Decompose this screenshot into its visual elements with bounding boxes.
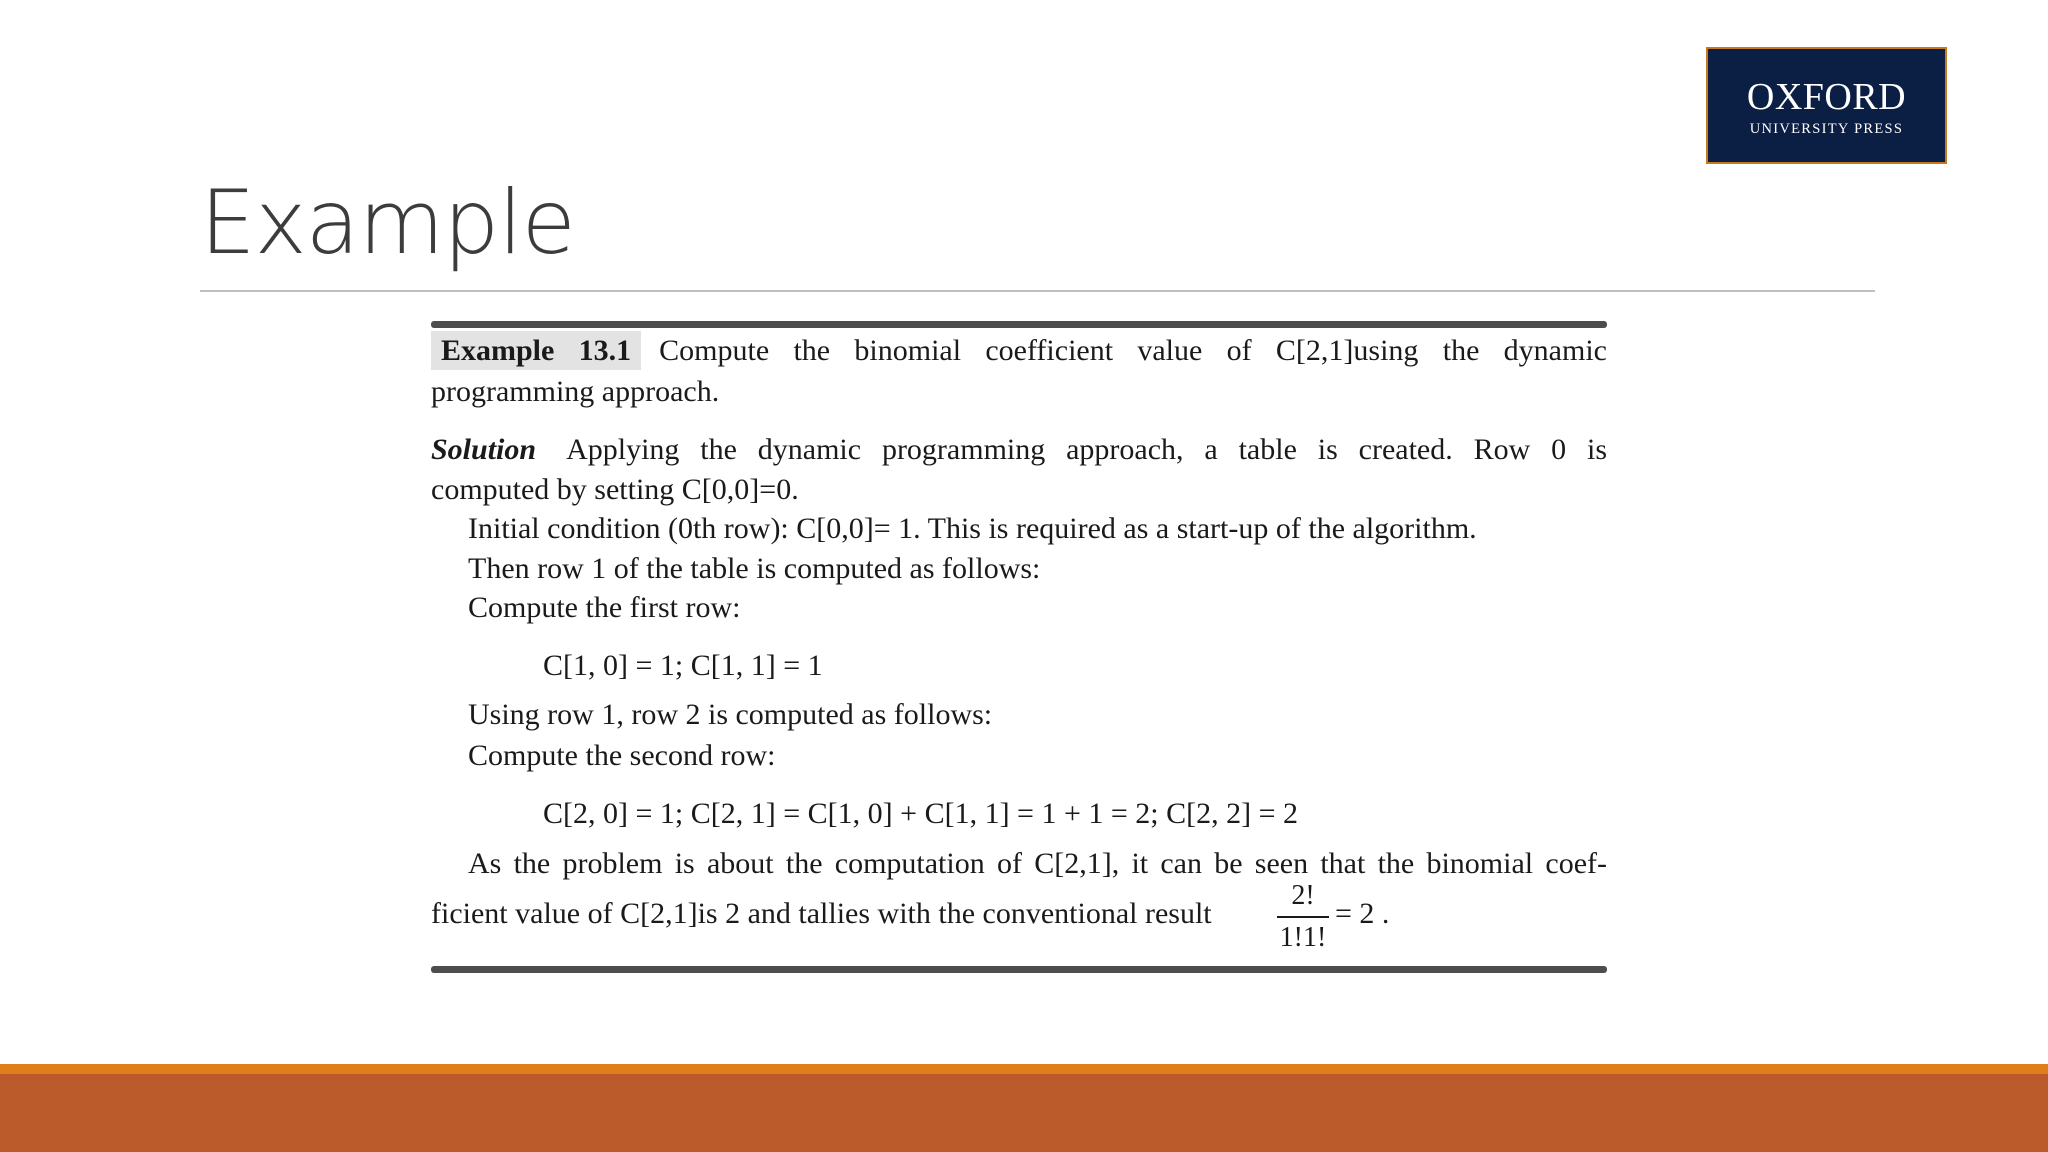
solution-label: Solution [431, 433, 537, 466]
conclusion-line-2: ficient value of C[2,1]is 2 and tallies with the conventional result [431, 897, 1212, 930]
row2-heading: Compute the second row: [468, 739, 776, 772]
fraction-denominator: 1!1! [1279, 922, 1327, 953]
row1-intro: Then row 1 of the table is computed as follows: [468, 552, 1041, 585]
row2-equation: C[2, 0] = 1; C[2, 1] = C[1, 0] + C[1, 1] = 1 + 1 = 2; C[2, 2] = 2 [543, 797, 1299, 830]
box-top-rule [431, 321, 1607, 328]
fraction-result: = 2 . [1335, 897, 1390, 930]
solution-line-2: computed by setting C[0,0]=0. [431, 473, 799, 506]
solution-text: Applying the dynamic programming approach, a table is created. Row 0 is [566, 433, 1607, 466]
footer-accent-stripe [0, 1064, 2048, 1074]
title-divider [200, 290, 1875, 292]
footer-band [0, 1074, 2048, 1152]
slide-title: Example [200, 171, 575, 274]
example-prompt-line-2: programming approach. [431, 375, 720, 408]
box-bottom-rule [431, 966, 1607, 973]
example-label: Example 13.1 [431, 331, 641, 370]
row1-equation: C[1, 0] = 1; C[1, 1] = 1 [543, 649, 823, 682]
fraction-numerator: 2! [1291, 880, 1315, 911]
oxford-university-press-logo [1706, 47, 1947, 164]
example-prompt-line-1 [431, 333, 1607, 369]
logo-name: OXFORD [1746, 76, 1907, 118]
factorial-fraction [1277, 879, 1329, 955]
conclusion-line-1: As the problem is about the computation of C[2,1], it can be seen that the binomial coef- [468, 847, 1607, 880]
logo-subtitle: UNIVERSITY PRESS [1749, 121, 1904, 137]
row1-heading: Compute the first row: [468, 591, 741, 624]
solution-line-1 [431, 432, 1607, 468]
example-box [431, 321, 1607, 974]
initial-condition: Initial condition (0th row): C[0,0]= 1. This is required as a start-up of the algorithm. [468, 512, 1477, 545]
row2-intro: Using row 1, row 2 is computed as follows: [468, 698, 993, 731]
example-prompt-text: Compute the binomial coefficient value of C[2,1]using the dynamic [659, 334, 1607, 367]
fraction-bar [1277, 916, 1329, 918]
